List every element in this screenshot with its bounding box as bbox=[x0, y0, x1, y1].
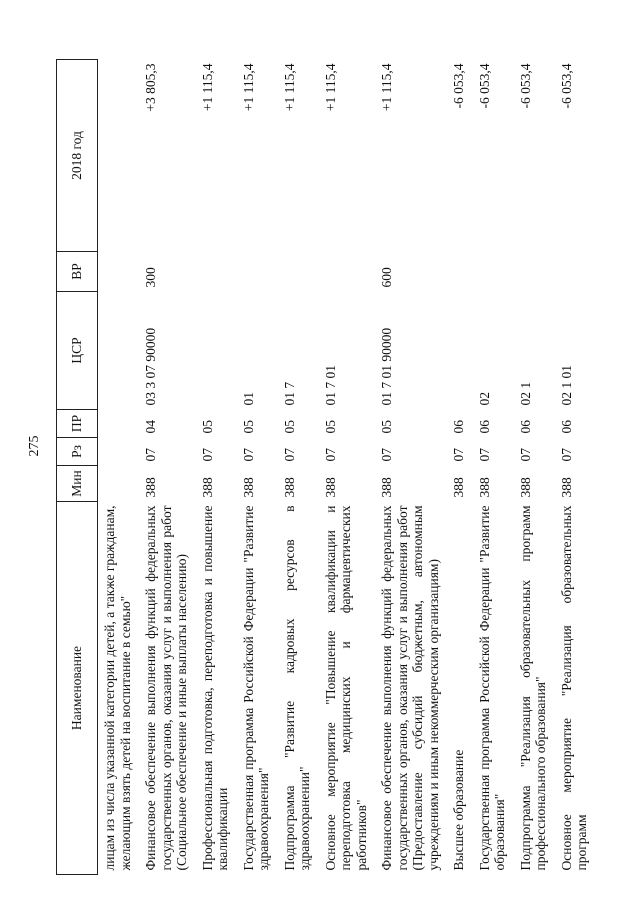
row-amount: +1 115,4 bbox=[199, 63, 215, 112]
row-name: Профессиональная подготовка, переподготовка и повышение квалификации bbox=[199, 505, 231, 871]
row-vr bbox=[196, 252, 237, 292]
row-min: 388 bbox=[322, 477, 338, 498]
row-csr bbox=[196, 292, 237, 410]
row-name: Высшее образование bbox=[451, 749, 467, 871]
row-rz: 07 bbox=[558, 448, 574, 462]
row-rz: 07 bbox=[240, 448, 256, 462]
row-amount: +1 115,4 bbox=[379, 63, 395, 112]
row-rz: 07 bbox=[451, 448, 467, 462]
row-csr: 01 bbox=[240, 392, 256, 406]
row-pr: 06 bbox=[476, 420, 492, 434]
row-amount: -6 053,4 bbox=[476, 63, 492, 109]
row-csr: 02 bbox=[476, 392, 492, 406]
row-amount: -6 053,4 bbox=[451, 63, 467, 109]
row-csr: 02 1 01 bbox=[558, 365, 574, 406]
row-pr: 05 bbox=[240, 420, 256, 434]
row-rz: 07 bbox=[143, 448, 159, 462]
row-name: лицам из числа указанной категории детей, а также гражданам, желающим взять детей на воспитание в семью" bbox=[102, 505, 133, 871]
header-rz: Рз bbox=[57, 438, 98, 466]
row-vr bbox=[514, 252, 555, 292]
row-vr bbox=[447, 252, 473, 292]
header-pr: ПР bbox=[57, 410, 98, 438]
row-rz: 07 bbox=[379, 448, 395, 462]
table-row bbox=[237, 60, 278, 875]
row-min: 388 bbox=[451, 477, 467, 498]
row-amount: +1 115,4 bbox=[240, 63, 256, 112]
row-min: 388 bbox=[240, 477, 256, 498]
row-rz: 07 bbox=[281, 448, 297, 462]
rotated-page bbox=[56, 60, 598, 875]
row-vr bbox=[555, 252, 596, 292]
row-pr: 06 bbox=[517, 420, 533, 434]
row-pr: 05 bbox=[322, 420, 338, 434]
row-vr bbox=[237, 252, 278, 292]
row-name: Основное мероприятие "Реализация образовательных программ bbox=[558, 505, 590, 871]
row-pr: 05 bbox=[199, 420, 215, 434]
row-csr: 03 3 07 90000 bbox=[143, 327, 159, 406]
row-csr: 01 7 01 bbox=[322, 365, 338, 406]
row-rz: 07 bbox=[199, 448, 215, 462]
table-row bbox=[375, 60, 447, 875]
header-csr: ЦСР bbox=[57, 292, 98, 410]
header-min: Мин bbox=[57, 466, 98, 502]
page-number: 275 bbox=[27, 435, 42, 457]
header-year: 2018 год bbox=[57, 60, 98, 252]
row-min: 388 bbox=[281, 477, 297, 498]
row-pr: 04 bbox=[143, 420, 159, 434]
row-csr bbox=[447, 292, 473, 410]
row-amount: +1 115,4 bbox=[322, 63, 338, 112]
table-row bbox=[514, 60, 555, 875]
row-rz: 07 bbox=[517, 448, 533, 462]
row-pr: 06 bbox=[451, 420, 467, 434]
header-name: Наименование bbox=[57, 502, 98, 875]
row-min bbox=[98, 466, 140, 502]
table-row bbox=[139, 60, 196, 875]
row-amount: -6 053,4 bbox=[517, 63, 533, 109]
table-row bbox=[278, 60, 319, 875]
row-rz: 07 bbox=[476, 448, 492, 462]
row-vr bbox=[473, 252, 514, 292]
row-pr bbox=[98, 410, 140, 438]
row-name: Основное мероприятие "Повышение квалификации и переподготовка медицинских и фармацевтических работников" bbox=[322, 505, 369, 871]
budget-table bbox=[56, 59, 596, 875]
row-name: Подпрограмма "Реализация образовательных программ профессионального образования" bbox=[517, 505, 549, 871]
row-min: 388 bbox=[143, 477, 159, 498]
row-amount: +3 805,3 bbox=[143, 63, 159, 112]
header-vr: ВР bbox=[57, 252, 98, 292]
row-vr: 600 bbox=[379, 267, 395, 288]
table-body bbox=[98, 60, 596, 875]
row-name: Финансовое обеспечение выполнения функций федеральных государственных органов, оказания услуг и выполнения работ (Социальное обеспечение и иные выплаты населению) bbox=[143, 505, 190, 871]
table-row bbox=[447, 60, 473, 875]
row-vr: 300 bbox=[143, 267, 159, 288]
table-row bbox=[555, 60, 596, 875]
row-csr: 02 1 bbox=[517, 381, 533, 406]
row-csr bbox=[98, 292, 140, 410]
row-min: 388 bbox=[379, 477, 395, 498]
row-rz: 07 bbox=[322, 448, 338, 462]
row-name: Государственная программа Российской Федерации "Развитие здравоохранения" bbox=[240, 505, 272, 871]
row-amount bbox=[98, 60, 140, 252]
row-min: 388 bbox=[476, 477, 492, 498]
row-vr bbox=[278, 252, 319, 292]
row-min: 388 bbox=[517, 477, 533, 498]
row-name: Подпрограмма "Развитие кадровых ресурсов в здравоохранении" bbox=[281, 505, 313, 871]
row-csr: 01 7 01 90000 bbox=[379, 327, 395, 406]
table-row bbox=[473, 60, 514, 875]
row-pr: 06 bbox=[558, 420, 574, 434]
row-vr bbox=[98, 252, 140, 292]
row-vr bbox=[319, 252, 376, 292]
row-rz bbox=[98, 438, 140, 466]
row-name: Государственная программа Российской Федерации "Развитие образования" bbox=[476, 505, 508, 871]
table-row bbox=[196, 60, 237, 875]
table-row bbox=[98, 60, 140, 875]
row-min: 388 bbox=[199, 477, 215, 498]
row-amount: -6 053,4 bbox=[558, 63, 574, 109]
row-pr: 05 bbox=[379, 420, 395, 434]
row-pr: 05 bbox=[281, 420, 297, 434]
row-name: Финансовое обеспечение выполнения функций федеральных государственных органов, оказания услуг и выполнения работ (Предоставление субсидий бюджетным, автономным учреждениям и иным некоммерческим организациям) bbox=[379, 505, 441, 871]
row-amount: +1 115,4 bbox=[281, 63, 297, 112]
row-csr: 01 7 bbox=[281, 381, 297, 406]
table-row bbox=[319, 60, 376, 875]
row-min: 388 bbox=[558, 477, 574, 498]
header-row bbox=[57, 60, 98, 875]
